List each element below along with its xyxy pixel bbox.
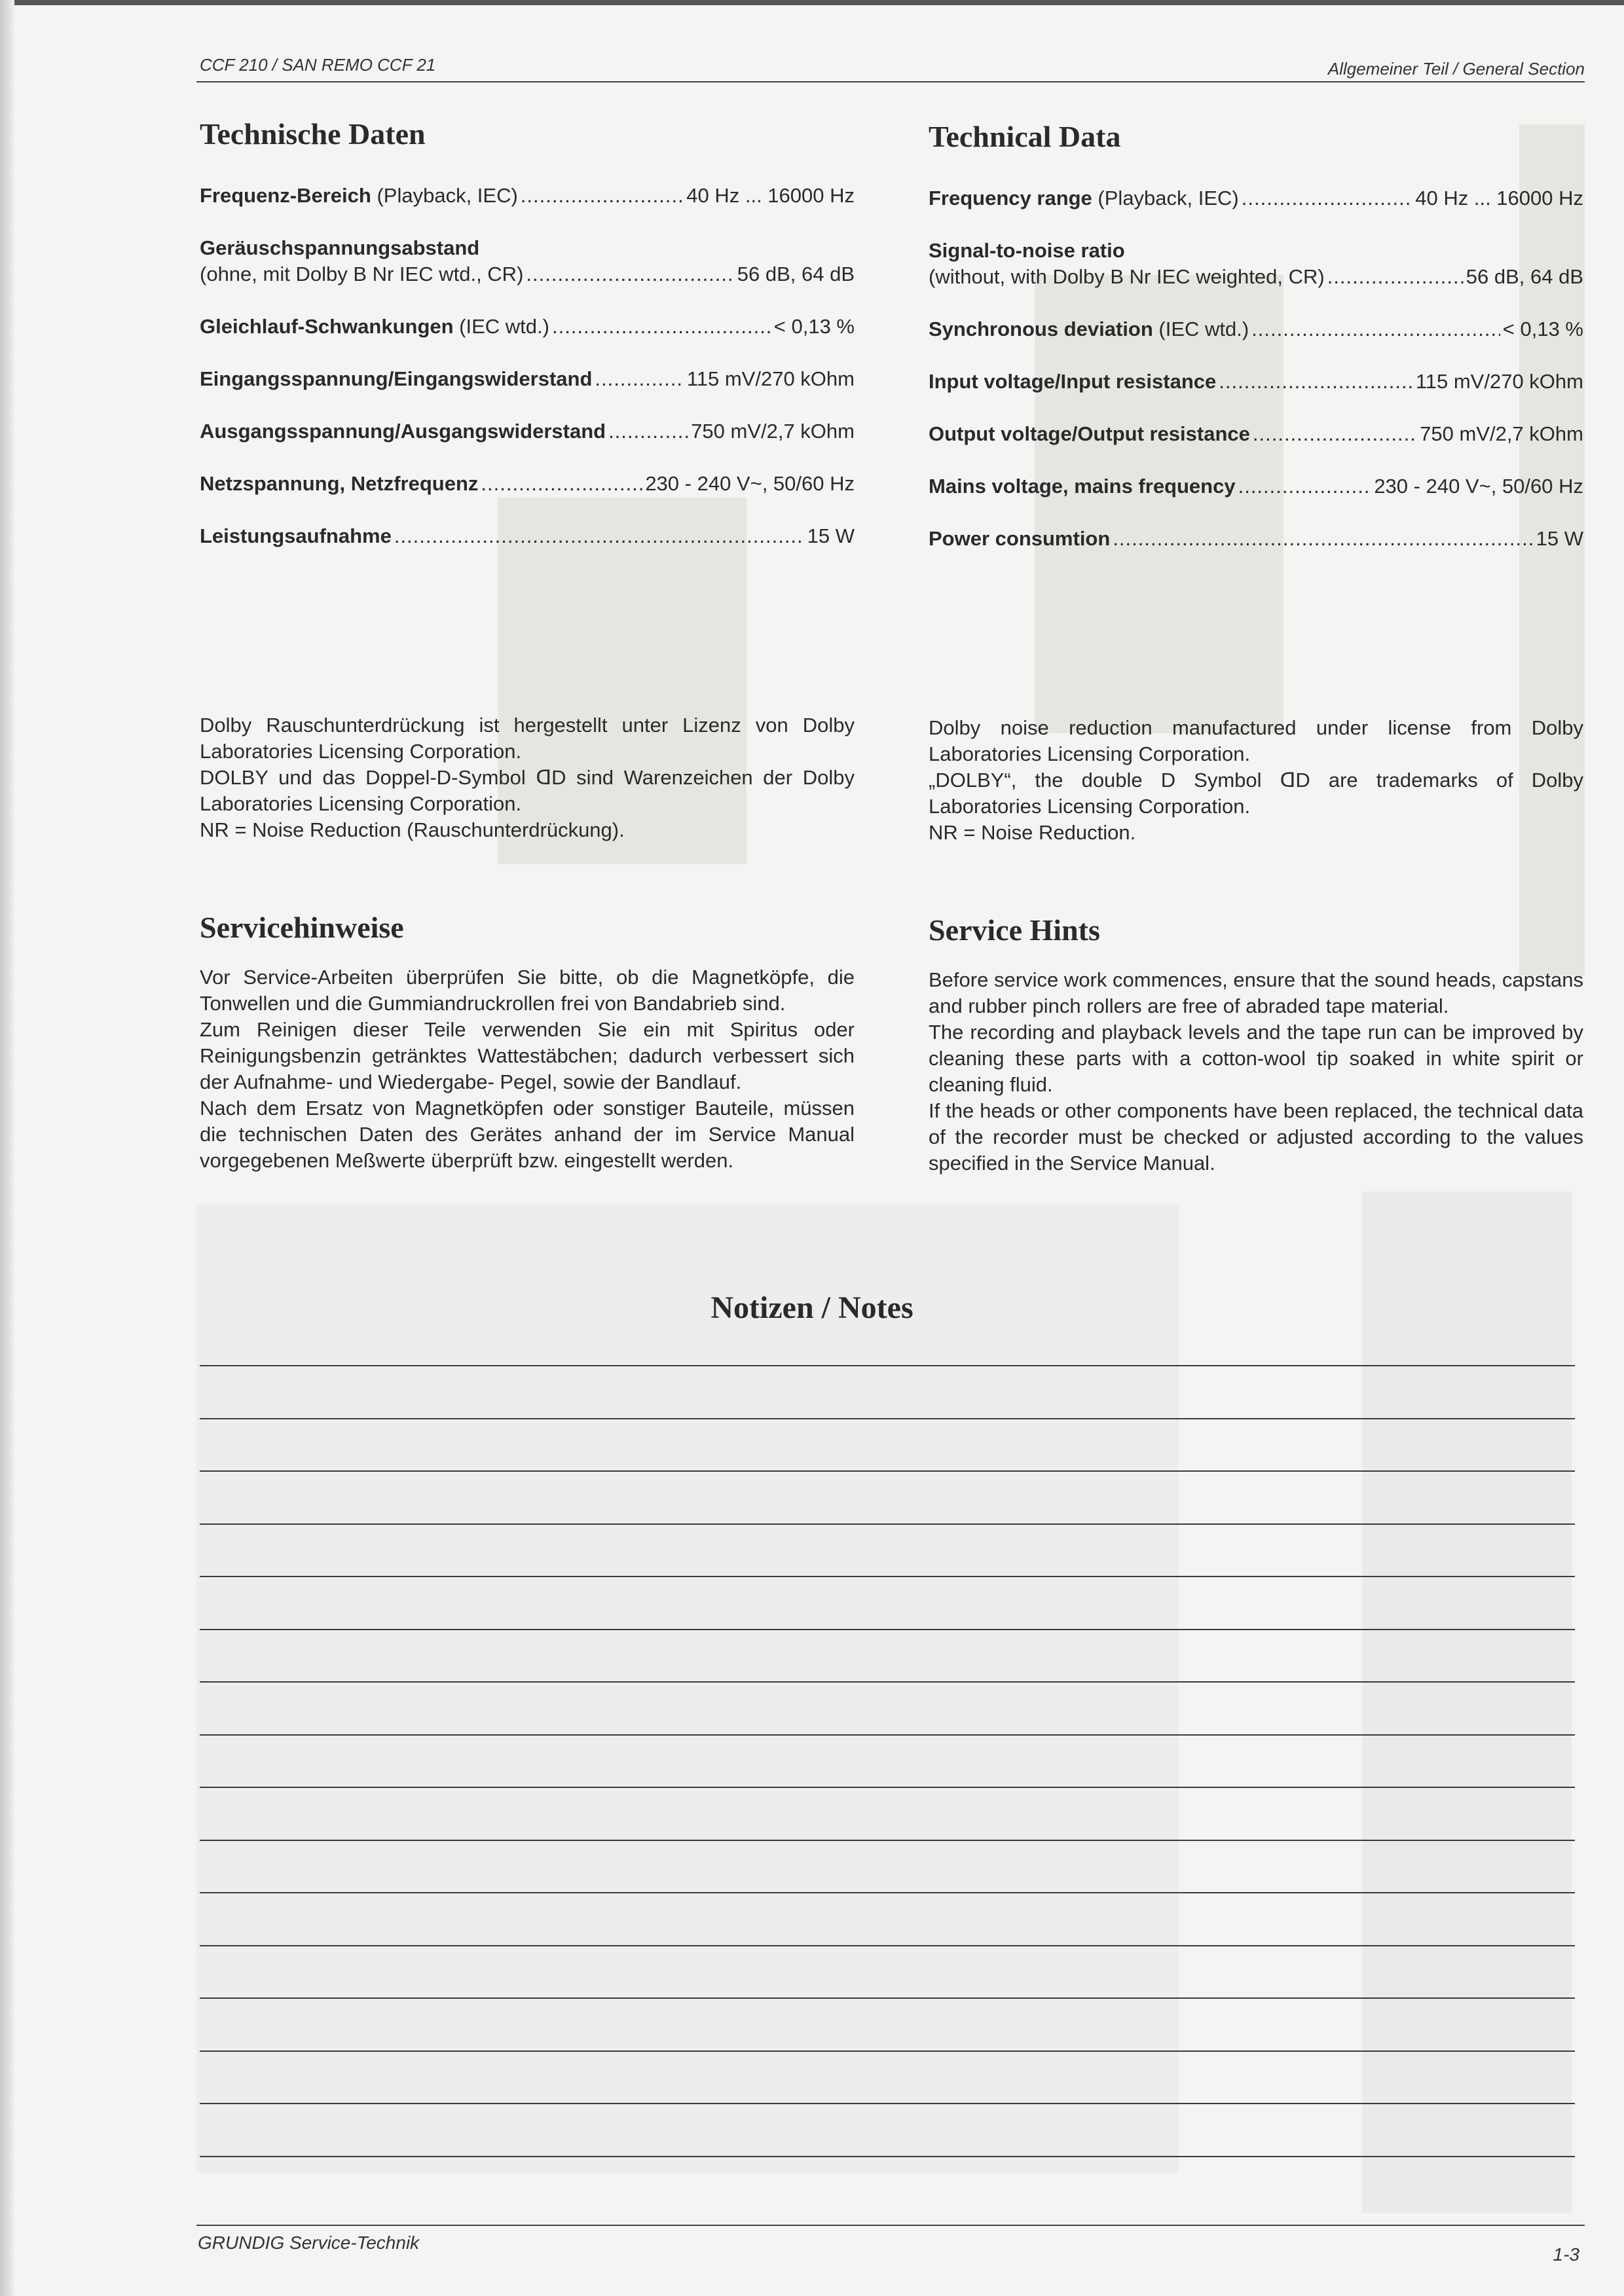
technical-data-en [929, 119, 1583, 552]
dolby-notice-en [929, 715, 1583, 846]
spec-value: 40 Hz ... 16000 Hz [1415, 187, 1583, 210]
header-model: CCF 210 / SAN REMO CCF 21 [200, 55, 436, 75]
note-line [200, 1734, 1575, 1736]
spec-label: Frequenz-Bereich [200, 184, 371, 207]
note-line [200, 1365, 1575, 1366]
spec-row [200, 261, 855, 287]
page-number: 1-3 [1553, 2244, 1579, 2265]
spec-label-suffix: (Playback, IEC) [371, 184, 518, 207]
spec-label-sub: (without, with Dolby B Nr IEC weighted, CR) [929, 265, 1325, 288]
spec-label: Geräuschspannungsabstand [200, 236, 480, 259]
service-paragraph: If the heads or other components have been replaced, the technical data of the recorder must be checked or adjusted according to the values specified in the Service Manual. [929, 1099, 1583, 1175]
spec-label: Gleichlauf-Schwankungen [200, 315, 454, 338]
dolby-text: NR = Noise Reduction (Rauschunterdrückung). [200, 818, 625, 841]
spec-value: 15 W [807, 524, 855, 547]
dolby-text: DOLBY und das Doppel-D-Symbol ᗡD sind Warenzeichen der Dolby Laboratories Licensing Corporation. [200, 766, 855, 815]
page-left-edge [0, 0, 14, 2296]
note-line [200, 1892, 1575, 1893]
spec-label: Power consumtion [929, 527, 1111, 550]
spec-label: Mains voltage, mains frequency [929, 475, 1236, 498]
spec-label-sub: (ohne, mit Dolby B Nr IEC wtd., CR) [200, 263, 524, 285]
spec-row [200, 523, 855, 549]
header-section: Allgemeiner Teil / General Section [1327, 59, 1585, 79]
spec-label: Synchronous deviation [929, 318, 1153, 340]
spec-row [200, 183, 855, 209]
note-line [200, 1997, 1575, 1999]
note-line [200, 1681, 1575, 1683]
note-line [200, 1418, 1575, 1419]
spec-value: 56 dB, 64 dB [737, 263, 855, 285]
spec-row [200, 314, 855, 340]
spec-value: 115 mV/270 kOhm [1415, 370, 1583, 393]
spec-label: Frequency range [929, 187, 1092, 210]
spec-value: 230 - 240 V~, 50/60 Hz [645, 472, 855, 495]
note-line [200, 1629, 1575, 1630]
note-line [200, 1787, 1575, 1788]
spec-value: 230 - 240 V~, 50/60 Hz [1374, 475, 1583, 498]
spec-value: 40 Hz ... 16000 Hz [686, 184, 855, 207]
spec-row [200, 418, 855, 445]
footer-rule [196, 2225, 1585, 2226]
service-hints-de-title: Servicehinweise [200, 911, 404, 944]
spec-value: 56 dB, 64 dB [1466, 265, 1583, 288]
service-hints-en [929, 913, 1583, 1176]
spec-label: Input voltage/Input resistance [929, 370, 1217, 393]
note-line [200, 2050, 1575, 2052]
spec-label: Ausgangsspannung/Ausgangswiderstand [200, 420, 606, 443]
technical-data-de-title: Technische Daten [200, 117, 426, 151]
spec-value: 750 mV/2,7 kOhm [691, 420, 855, 443]
note-line [200, 1470, 1575, 1472]
service-paragraph: Zum Reinigen dieser Teile verwenden Sie ein mit Spiritus oder Reinigungsbenzin getränktes Wattestäbchen; dadurch verbessert sich der Aufnahme- und Wiedergabe- Pegel, sowie der Bandlauf. [200, 1018, 855, 1093]
show-through-block [1362, 1192, 1572, 2213]
service-hints-en-title: Service Hints [929, 913, 1100, 947]
spec-value: 115 mV/270 kOhm [686, 367, 855, 390]
service-paragraph: Nach dem Ersatz von Magnetköpfen oder sonstiger Bauteile, müssen die technischen Daten des Gerätes anhand der im Service Manual vorgegebenen Meßwerte überprüft bzw. eingestellt werden. [200, 1097, 855, 1172]
note-line [200, 1523, 1575, 1525]
service-paragraph: The recording and playback levels and the tape run can be improved by cleaning these parts with a cotton-wool tip soaked in white spirit or cleaning fluid. [929, 1021, 1583, 1096]
spec-row [929, 369, 1583, 395]
spec-value: 750 mV/2,7 kOhm [1420, 422, 1583, 445]
dolby-text: Dolby noise reduction manufactured under license from Dolby Laboratories Licensing Corporation. [929, 716, 1583, 765]
footer-publisher: GRUNDIG Service-Technik [198, 2232, 420, 2253]
spec-label: Leistungsaufnahme [200, 524, 392, 547]
service-hints-de [200, 910, 855, 1174]
spec-row [929, 473, 1583, 500]
spec-value: < 0,13 % [773, 315, 855, 338]
spec-label: Eingangsspannung/Eingangswiderstand [200, 367, 593, 390]
page-top-edge [0, 0, 1624, 5]
spec-value: 15 W [1536, 527, 1583, 550]
spec-row: Synchronous deviation (IEC wtd.) ..... < 0,13 % [929, 316, 1583, 342]
dolby-text: Dolby Rauschunterdrückung ist hergestellt unter Lizenz von Dolby Laboratories Licensing Corporation. [200, 714, 855, 763]
spec-label: Netzspannung, Netzfrequenz [200, 472, 479, 495]
spec-value: < 0,13 % [1502, 318, 1583, 340]
note-line [200, 2103, 1575, 2104]
spec-row [200, 366, 855, 392]
spec-row: Frequency range (Playback, IEC) ..... 40 Hz ... 16000 Hz [929, 185, 1583, 211]
notes-title: Notizen / Notes [710, 1290, 913, 1325]
service-paragraph: Before service work commences, ensure that the sound heads, capstans and rubber pinch rollers are free of abraded tape material. [929, 968, 1583, 1017]
spec-row [929, 526, 1583, 552]
note-line [200, 1840, 1575, 1841]
dolby-notice-de [200, 712, 855, 843]
spec-row [929, 264, 1583, 290]
header-rule [196, 81, 1585, 82]
spec-label-suffix: (IEC wtd.) [453, 315, 549, 338]
technical-data-en-title: Technical Data [929, 120, 1121, 153]
spec-row [200, 471, 855, 497]
service-paragraph: Vor Service-Arbeiten überprüfen Sie bitte, ob die Magnetköpfe, die Tonwellen und die Gummiandruckrollen frei von Bandabrieb sind. [200, 966, 855, 1015]
note-line [200, 1576, 1575, 1577]
dolby-text: „DOLBY“, the double D Symbol ᗡD are trademarks of Dolby Laboratories Licensing Corporation. [929, 769, 1583, 818]
dolby-text: NR = Noise Reduction. [929, 821, 1136, 844]
spec-label: Output voltage/Output resistance [929, 422, 1250, 445]
spec-label: Signal-to-noise ratio [929, 239, 1125, 262]
show-through-block [196, 1205, 1179, 2174]
note-line [200, 2156, 1575, 2157]
spec-row [929, 421, 1583, 447]
note-line [200, 1945, 1575, 1946]
technical-data-de [200, 117, 855, 549]
